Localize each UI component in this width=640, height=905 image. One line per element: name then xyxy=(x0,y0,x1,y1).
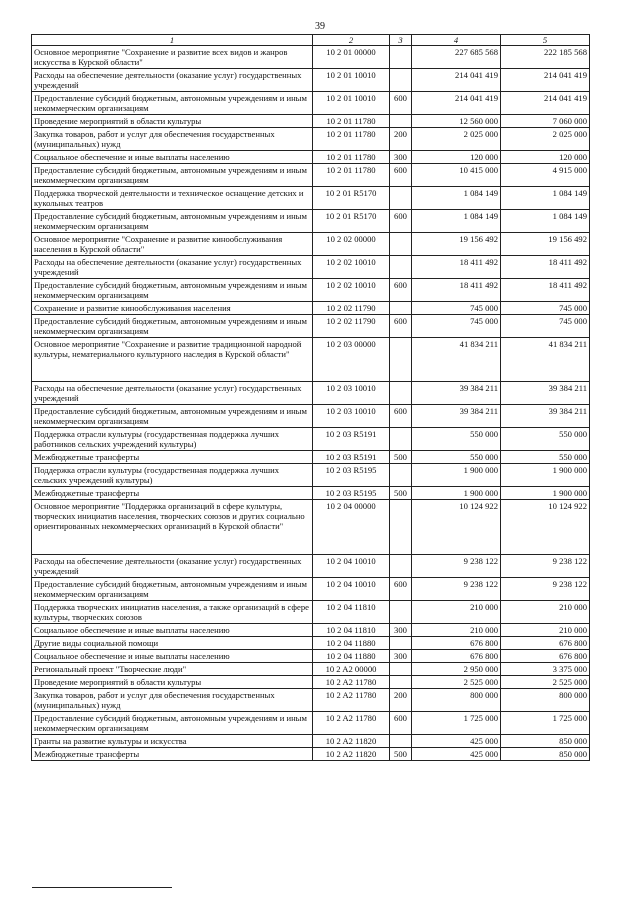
table-row xyxy=(32,464,590,487)
row-expense-type: 600 xyxy=(390,578,412,601)
table-row xyxy=(32,382,590,405)
row-amount-year-1: 1 900 000 xyxy=(412,464,501,487)
row-code: 10 2 04 10010 xyxy=(313,555,390,578)
row-name: Межбюджетные трансферты xyxy=(32,748,313,761)
table-row xyxy=(32,712,590,735)
row-code: 10 2 04 11810 xyxy=(313,601,390,624)
row-code: 10 2 04 11880 xyxy=(313,637,390,650)
row-name: Межбюджетные трансферты xyxy=(32,451,313,464)
row-amount-year-2: 850 000 xyxy=(501,735,590,748)
row-amount-year-1: 18 411 492 xyxy=(412,256,501,279)
row-amount-year-2: 214 041 419 xyxy=(501,69,590,92)
row-name: Проведение мероприятий в области культуры xyxy=(32,676,313,689)
column-number: 4 xyxy=(412,35,501,46)
row-amount-year-2: 222 185 568 xyxy=(501,46,590,69)
row-name: Расходы на обеспечение деятельности (оказание услуг) государственных учреждений xyxy=(32,555,313,578)
table-row xyxy=(32,279,590,302)
row-amount-year-1: 676 800 xyxy=(412,650,501,663)
table-row xyxy=(32,233,590,256)
row-name: Межбюджетные трансферты xyxy=(32,487,313,500)
row-code: 10 2 03 10010 xyxy=(313,405,390,428)
row-name: Предоставление субсидий бюджетным, автономным учреждениям и иным некоммерческим организациям xyxy=(32,279,313,302)
row-expense-type xyxy=(390,382,412,405)
row-amount-year-1: 2 525 000 xyxy=(412,676,501,689)
table-row xyxy=(32,637,590,650)
table-row xyxy=(32,487,590,500)
row-amount-year-2: 9 238 122 xyxy=(501,578,590,601)
table-row xyxy=(32,500,590,555)
row-expense-type xyxy=(390,428,412,451)
row-expense-type xyxy=(390,735,412,748)
row-code: 10 2 04 11810 xyxy=(313,624,390,637)
row-code: 10 2 01 11780 xyxy=(313,151,390,164)
row-expense-type: 600 xyxy=(390,210,412,233)
row-code: 10 2 01 00000 xyxy=(313,46,390,69)
row-amount-year-2: 1 900 000 xyxy=(501,464,590,487)
row-expense-type xyxy=(390,555,412,578)
row-amount-year-2: 210 000 xyxy=(501,624,590,637)
row-expense-type xyxy=(390,338,412,382)
table-row xyxy=(32,115,590,128)
row-expense-type: 600 xyxy=(390,712,412,735)
row-name: Расходы на обеспечение деятельности (оказание услуг) государственных учреждений xyxy=(32,69,313,92)
table-row xyxy=(32,748,590,761)
table-row xyxy=(32,405,590,428)
row-name: Расходы на обеспечение деятельности (оказание услуг) государственных учреждений xyxy=(32,256,313,279)
column-number-row xyxy=(32,35,590,46)
row-name: Региональный проект "Творческие люди" xyxy=(32,663,313,676)
row-code: 10 2 01 11780 xyxy=(313,115,390,128)
row-amount-year-2: 1 084 149 xyxy=(501,210,590,233)
row-expense-type xyxy=(390,233,412,256)
column-number: 1 xyxy=(32,35,313,46)
page-number: 39 xyxy=(315,21,325,32)
row-expense-type xyxy=(390,500,412,555)
row-amount-year-1: 39 384 211 xyxy=(412,382,501,405)
row-amount-year-2: 745 000 xyxy=(501,302,590,315)
row-amount-year-1: 425 000 xyxy=(412,748,501,761)
row-expense-type: 500 xyxy=(390,487,412,500)
row-name: Предоставление субсидий бюджетным, автономным учреждениям и иным некоммерческим организациям xyxy=(32,712,313,735)
row-amount-year-1: 227 685 568 xyxy=(412,46,501,69)
row-name: Предоставление субсидий бюджетным, автономным учреждениям и иным некоммерческим организациям xyxy=(32,164,313,187)
row-name: Проведение мероприятий в области культуры xyxy=(32,115,313,128)
row-expense-type xyxy=(390,637,412,650)
row-amount-year-1: 214 041 419 xyxy=(412,69,501,92)
row-name: Закупка товаров, работ и услуг для обеспечения государственных (муниципальных) нужд xyxy=(32,689,313,712)
row-expense-type xyxy=(390,256,412,279)
row-amount-year-1: 1 084 149 xyxy=(412,210,501,233)
row-code: 10 2 03 R5191 xyxy=(313,451,390,464)
row-amount-year-1: 1 725 000 xyxy=(412,712,501,735)
row-code: 10 2 03 R5191 xyxy=(313,428,390,451)
row-amount-year-1: 39 384 211 xyxy=(412,405,501,428)
row-expense-type: 200 xyxy=(390,128,412,151)
row-amount-year-2: 214 041 419 xyxy=(501,92,590,115)
column-number: 3 xyxy=(390,35,412,46)
row-amount-year-1: 9 238 122 xyxy=(412,578,501,601)
row-name: Предоставление субсидий бюджетным, автономным учреждениям и иным некоммерческим организациям xyxy=(32,210,313,233)
row-code: 10 2 03 00000 xyxy=(313,338,390,382)
row-amount-year-1: 19 156 492 xyxy=(412,233,501,256)
row-name: Предоставление субсидий бюджетным, автономным учреждениям и иным некоммерческим организациям xyxy=(32,92,313,115)
row-expense-type: 600 xyxy=(390,405,412,428)
row-amount-year-2: 7 060 000 xyxy=(501,115,590,128)
row-name: Социальное обеспечение и иные выплаты населению xyxy=(32,624,313,637)
row-amount-year-1: 1 900 000 xyxy=(412,487,501,500)
row-expense-type xyxy=(390,663,412,676)
row-amount-year-2: 676 800 xyxy=(501,637,590,650)
row-name: Социальное обеспечение и иные выплаты населению xyxy=(32,151,313,164)
table-row xyxy=(32,315,590,338)
row-amount-year-2: 3 375 000 xyxy=(501,663,590,676)
table-row xyxy=(32,676,590,689)
row-expense-type: 600 xyxy=(390,164,412,187)
row-name: Расходы на обеспечение деятельности (оказание услуг) государственных учреждений xyxy=(32,382,313,405)
row-expense-type: 500 xyxy=(390,451,412,464)
row-code: 10 2 02 10010 xyxy=(313,256,390,279)
table-row xyxy=(32,187,590,210)
table-row xyxy=(32,624,590,637)
budget-table xyxy=(31,34,590,761)
row-amount-year-2: 18 411 492 xyxy=(501,256,590,279)
row-amount-year-1: 214 041 419 xyxy=(412,92,501,115)
row-amount-year-2: 39 384 211 xyxy=(501,382,590,405)
row-expense-type xyxy=(390,676,412,689)
column-number: 5 xyxy=(501,35,590,46)
row-expense-type: 200 xyxy=(390,689,412,712)
row-code: 10 2 02 00000 xyxy=(313,233,390,256)
row-amount-year-2: 2 025 000 xyxy=(501,128,590,151)
row-code: 10 2 01 10010 xyxy=(313,92,390,115)
row-code: 10 2 01 11780 xyxy=(313,164,390,187)
row-name: Основное мероприятие "Сохранение и развитие всех видов и жанров искусства в Курской области" xyxy=(32,46,313,69)
row-amount-year-1: 1 084 149 xyxy=(412,187,501,210)
table-row xyxy=(32,69,590,92)
row-amount-year-2: 10 124 922 xyxy=(501,500,590,555)
row-code: 10 2 04 00000 xyxy=(313,500,390,555)
column-number: 2 xyxy=(313,35,390,46)
row-amount-year-2: 1 900 000 xyxy=(501,487,590,500)
row-code: 10 2 04 10010 xyxy=(313,578,390,601)
row-name: Предоставление субсидий бюджетным, автономным учреждениям и иным некоммерческим организациям xyxy=(32,315,313,338)
table-row xyxy=(32,555,590,578)
row-amount-year-2: 800 000 xyxy=(501,689,590,712)
table-row xyxy=(32,650,590,663)
row-code: 10 2 01 10010 xyxy=(313,69,390,92)
row-name: Основное мероприятие "Поддержка организаций в сфере культуры, творческих инициатив населения, творческих союзов и других социально ориентированных некоммерческих организаций в Курской области" xyxy=(32,500,313,555)
row-amount-year-2: 1 725 000 xyxy=(501,712,590,735)
row-amount-year-2: 18 411 492 xyxy=(501,279,590,302)
row-code: 10 2 03 R5195 xyxy=(313,464,390,487)
row-amount-year-1: 10 124 922 xyxy=(412,500,501,555)
row-code: 10 2 02 11790 xyxy=(313,315,390,338)
table-row xyxy=(32,46,590,69)
row-amount-year-1: 41 834 211 xyxy=(412,338,501,382)
row-amount-year-2: 2 525 000 xyxy=(501,676,590,689)
row-expense-type: 600 xyxy=(390,279,412,302)
row-expense-type xyxy=(390,115,412,128)
row-amount-year-1: 210 000 xyxy=(412,624,501,637)
table-row xyxy=(32,151,590,164)
row-name: Предоставление субсидий бюджетным, автономным учреждениям и иным некоммерческим организациям xyxy=(32,578,313,601)
row-amount-year-1: 2 950 000 xyxy=(412,663,501,676)
row-amount-year-1: 10 415 000 xyxy=(412,164,501,187)
row-amount-year-1: 550 000 xyxy=(412,451,501,464)
row-expense-type xyxy=(390,187,412,210)
row-name: Поддержка творческой деятельности и техническое оснащение детских и кукольных театров xyxy=(32,187,313,210)
row-amount-year-1: 745 000 xyxy=(412,315,501,338)
row-name: Поддержка отрасли культуры (государственная поддержка лучших сельских учреждений культуры) xyxy=(32,464,313,487)
row-expense-type xyxy=(390,46,412,69)
table-row xyxy=(32,92,590,115)
row-amount-year-2: 850 000 xyxy=(501,748,590,761)
row-amount-year-2: 210 000 xyxy=(501,601,590,624)
row-code: 10 2 01 11780 xyxy=(313,128,390,151)
table-row xyxy=(32,164,590,187)
row-amount-year-2: 19 156 492 xyxy=(501,233,590,256)
row-amount-year-2: 745 000 xyxy=(501,315,590,338)
row-amount-year-1: 550 000 xyxy=(412,428,501,451)
table-row xyxy=(32,338,590,382)
table-row xyxy=(32,735,590,748)
table-row xyxy=(32,601,590,624)
row-code: 10 2 04 11880 xyxy=(313,650,390,663)
row-code: 10 2 01 R5170 xyxy=(313,187,390,210)
row-expense-type: 600 xyxy=(390,315,412,338)
row-amount-year-2: 9 238 122 xyxy=(501,555,590,578)
row-amount-year-1: 12 560 000 xyxy=(412,115,501,128)
row-name: Социальное обеспечение и иные выплаты населению xyxy=(32,650,313,663)
row-code: 10 2 A2 11780 xyxy=(313,712,390,735)
row-amount-year-2: 4 915 000 xyxy=(501,164,590,187)
row-amount-year-2: 676 800 xyxy=(501,650,590,663)
table-row xyxy=(32,663,590,676)
row-name: Поддержка отрасли культуры (государственная поддержка лучших работников сельских учреждений культуры) xyxy=(32,428,313,451)
row-amount-year-2: 39 384 211 xyxy=(501,405,590,428)
row-amount-year-2: 550 000 xyxy=(501,428,590,451)
row-name: Закупка товаров, работ и услуг для обеспечения государственных (муниципальных) нужд xyxy=(32,128,313,151)
row-expense-type: 300 xyxy=(390,650,412,663)
row-expense-type: 600 xyxy=(390,92,412,115)
footnote-divider xyxy=(32,887,172,888)
row-name: Сохранение и развитие кинообслуживания населения xyxy=(32,302,313,315)
row-expense-type: 300 xyxy=(390,151,412,164)
table-row xyxy=(32,578,590,601)
row-name: Основное мероприятие "Сохранение и развитие традиционной народной культуры, нематериального культурного наследия в Курской области" xyxy=(32,338,313,382)
row-code: 10 2 01 R5170 xyxy=(313,210,390,233)
row-name: Гранты на развитие культуры и искусства xyxy=(32,735,313,748)
row-expense-type xyxy=(390,302,412,315)
table-row xyxy=(32,128,590,151)
row-amount-year-2: 41 834 211 xyxy=(501,338,590,382)
table-row xyxy=(32,689,590,712)
row-code: 10 2 02 11790 xyxy=(313,302,390,315)
row-name: Другие виды социальной помощи xyxy=(32,637,313,650)
row-amount-year-1: 745 000 xyxy=(412,302,501,315)
row-name: Основное мероприятие "Сохранение и развитие кинообслуживания населения в Курской области" xyxy=(32,233,313,256)
row-amount-year-2: 1 084 149 xyxy=(501,187,590,210)
row-amount-year-1: 9 238 122 xyxy=(412,555,501,578)
row-code: 10 2 A2 11780 xyxy=(313,676,390,689)
row-code: 10 2 A2 11820 xyxy=(313,735,390,748)
row-amount-year-1: 2 025 000 xyxy=(412,128,501,151)
table-row xyxy=(32,256,590,279)
row-amount-year-1: 210 000 xyxy=(412,601,501,624)
row-code: 10 2 A2 00000 xyxy=(313,663,390,676)
table-row xyxy=(32,302,590,315)
row-amount-year-2: 550 000 xyxy=(501,451,590,464)
row-expense-type: 500 xyxy=(390,748,412,761)
row-amount-year-2: 120 000 xyxy=(501,151,590,164)
row-code: 10 2 03 10010 xyxy=(313,382,390,405)
row-expense-type: 300 xyxy=(390,624,412,637)
table-row xyxy=(32,428,590,451)
row-code: 10 2 A2 11820 xyxy=(313,748,390,761)
row-amount-year-1: 425 000 xyxy=(412,735,501,748)
row-code: 10 2 02 10010 xyxy=(313,279,390,302)
row-amount-year-1: 18 411 492 xyxy=(412,279,501,302)
row-code: 10 2 A2 11780 xyxy=(313,689,390,712)
row-expense-type xyxy=(390,601,412,624)
row-amount-year-1: 676 800 xyxy=(412,637,501,650)
row-name: Предоставление субсидий бюджетным, автономным учреждениям и иным некоммерческим организациям xyxy=(32,405,313,428)
table-row xyxy=(32,210,590,233)
table-row xyxy=(32,451,590,464)
row-name: Поддержка творческих инициатив населения, а также организаций в сфере культуры, творческих союзов xyxy=(32,601,313,624)
row-amount-year-1: 800 000 xyxy=(412,689,501,712)
row-expense-type xyxy=(390,69,412,92)
row-code: 10 2 03 R5195 xyxy=(313,487,390,500)
row-expense-type xyxy=(390,464,412,487)
row-amount-year-1: 120 000 xyxy=(412,151,501,164)
